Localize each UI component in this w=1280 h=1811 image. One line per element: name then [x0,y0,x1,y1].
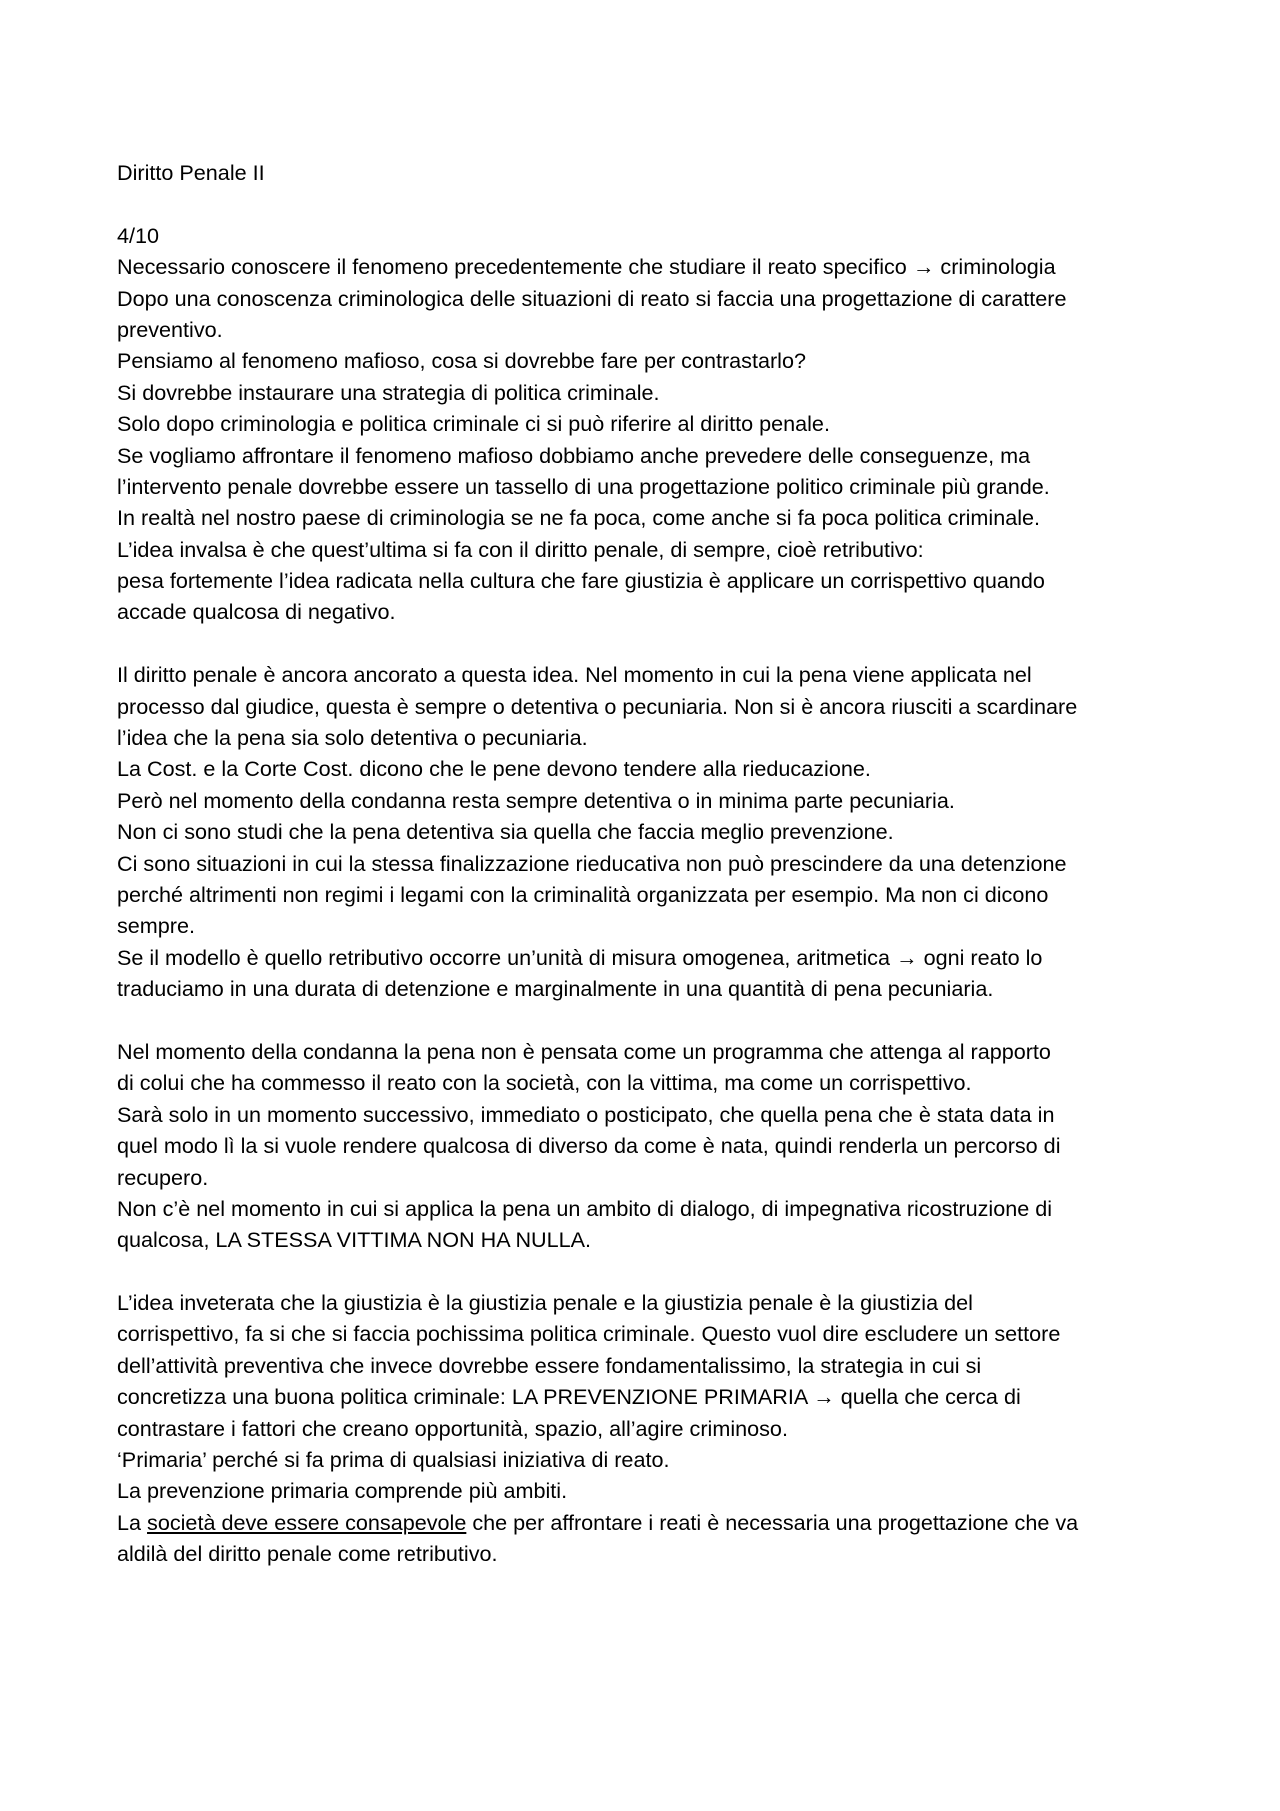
paragraph-line [117,942,1177,973]
paragraph-line: L’idea invalsa è che quest’ultima si fa con il diritto penale, di sempre, cioè retributivo: [117,536,924,562]
paragraph-line: Non ci sono studi che la pena detentiva sia quella che faccia meglio prevenzione. [117,819,894,845]
paragraph-line: Ci sono situazioni in cui la stessa finalizzazione rieducativa non può prescindere da una detenzione [117,850,1067,876]
paragraph-line: perché altrimenti non regimi i legami con la criminalità organizzata per esempio. Ma non ci dicono [117,881,1049,907]
text-span: Necessario conoscere il fenomeno precedentemente che studiare il reato specifico [117,254,907,280]
paragraph-line: L’idea inveterata che la giustizia è la giustizia penale e la giustizia penale è la giustizia del [117,1290,973,1316]
blank-line [117,1256,1177,1287]
underlined-phrase: società deve essere consapevole [147,1509,467,1535]
paragraph-line: La Cost. e la Corte Cost. dicono che le pene devono tendere alla rieducazione. [117,756,871,782]
paragraph-line: corrispettivo, fa si che si faccia pochissima politica criminale. Questo vuol dire escludere un settore [117,1321,1061,1347]
arrow-icon: → [895,944,918,970]
text-span: ogni reato lo [923,944,1043,970]
text-span: La [117,1509,142,1535]
paragraph-line: La prevenzione primaria comprende più ambiti. [117,1478,568,1504]
text-span: concretizza una buona politica criminale: LA PREVENZIONE PRIMARIA [117,1384,808,1410]
blank-line [117,188,1177,219]
paragraph-line: l’intervento penale dovrebbe essere un tassello di una progettazione politico criminale più grande. [117,473,1050,499]
paragraph-line: dell’attività preventiva che invece dovrebbe essere fondamentalissimo, la strategia in cui si [117,1352,982,1378]
paragraph-line: recupero. [117,1164,209,1190]
paragraph-line: qualcosa, LA STESSA VITTIMA NON HA NULLA. [117,1227,592,1253]
document-title: Diritto Penale II [117,160,265,185]
arrow-icon: → [813,1384,835,1410]
paragraph-line: Non c’è nel momento in cui si applica la pena un ambito di dialogo, di impegnativa ricostruzione di [117,1195,1053,1221]
paragraph-line: l’idea che la pena sia solo detentiva o pecuniaria. [117,725,588,751]
text-span: che per affrontare i reati è necessaria una progettazione che va [472,1509,1079,1535]
paragraph-line: processo dal giudice, questa è sempre o detentiva o pecuniaria. Non si è ancora riusciti a scardinare [117,693,1078,719]
paragraph-line: Nel momento della condanna la pena non è pensata come un programma che attenga al rapporto [117,1038,1051,1064]
paragraph-line: Solo dopo criminologia e politica criminale ci si può riferire al diritto penale. [117,411,830,437]
paragraph-line: Però nel momento della condanna resta sempre detentiva o in minima parte pecuniaria. [117,787,955,813]
paragraph-line: Si dovrebbe instaurare una strategia di politica criminale. [117,379,660,405]
paragraph-line [117,1507,1177,1538]
paragraph-line: quel modo lì la si vuole rendere qualcosa di diverso da come è nata, quindi renderla un percorso di [117,1133,1061,1159]
paragraph-line: Dopo una conoscenza criminologica delle situazioni di reato si faccia una progettazione di carattere [117,285,1067,311]
paragraph-line: pesa fortemente l’idea radicata nella cultura che fare giustizia è applicare un corrispettivo quando [117,568,1045,594]
paragraph-line: Se vogliamo affrontare il fenomeno mafioso dobbiamo anche prevedere delle conseguenze, ma [117,442,1031,468]
document-body [117,157,1177,1570]
text-span: Se il modello è quello retributivo occorre un’unità di misura omogenea, aritmetica [117,944,890,970]
paragraph-line: accade qualcosa di negativo. [117,599,396,625]
paragraph-line: sempre. [117,913,196,939]
paragraph-line: In realtà nel nostro paese di criminologia se ne fa poca, come anche si fa poca politica criminale. [117,505,1041,531]
arrow-icon: → [912,254,935,280]
lecture-date: 4/10 [117,222,160,248]
paragraph-line: di colui che ha commesso il reato con la società, con la vittima, ma come un corrispettivo. [117,1070,972,1096]
paragraph-line: aldilà del diritto penale come retributivo. [117,1541,498,1567]
paragraph-line: contrastare i fattori che creano opportunità, spazio, all’agire criminoso. [117,1415,788,1441]
paragraph-line [117,1381,1177,1412]
blank-line [117,628,1177,659]
paragraph-line: preventivo. [117,316,223,342]
paragraph-line: Sarà solo in un momento successivo, immediato o posticipato, che quella pena che è stata data in [117,1101,1055,1127]
text-span: criminologia [940,254,1056,280]
text-span: quella che cerca di [840,1384,1021,1410]
paragraph-line: Pensiamo al fenomeno mafioso, cosa si dovrebbe fare per contrastarlo? [117,348,806,374]
paragraph-line: traduciamo in una durata di detenzione e marginalmente in una quantità di pena pecuniaria. [117,976,994,1002]
blank-line [117,1005,1177,1036]
paragraph-line: ‘Primaria’ perché si fa prima di qualsiasi iniziativa di reato. [117,1447,670,1473]
paragraph-line: Il diritto penale è ancora ancorato a questa idea. Nel momento in cui la pena viene applicata nel [117,662,1032,688]
paragraph-line [117,251,1177,282]
